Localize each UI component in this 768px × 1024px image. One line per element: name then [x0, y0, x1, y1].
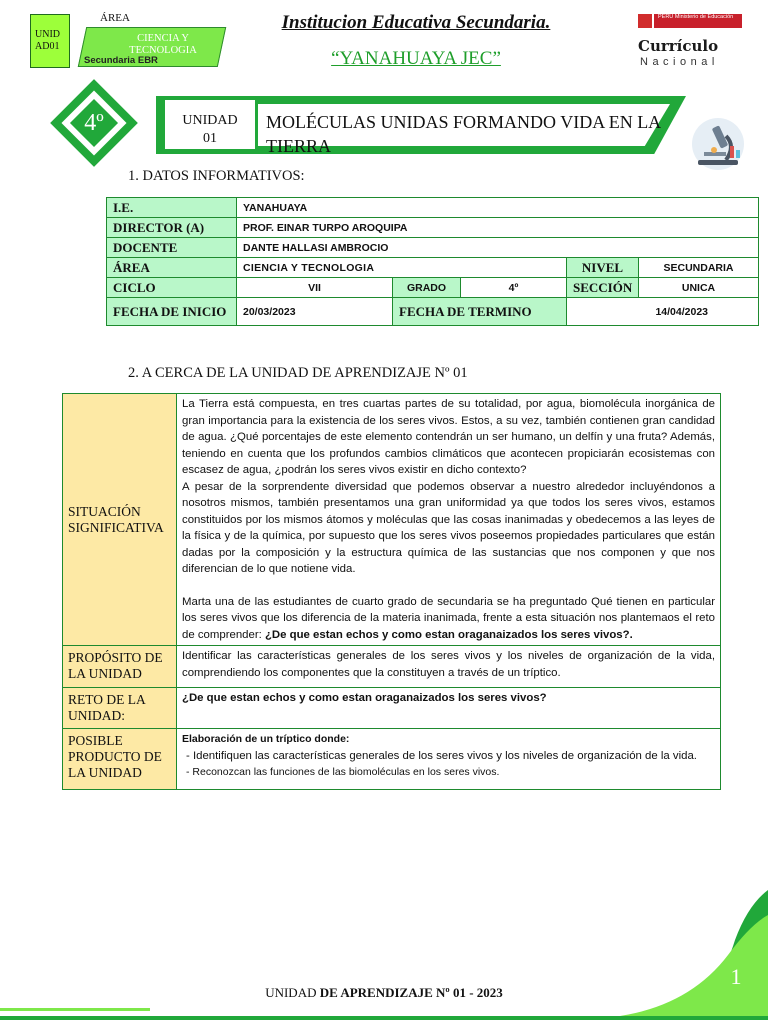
footer-prefix: UNIDAD — [265, 985, 320, 1000]
situacion-paragraph-3-text: Marta una de las estudiantes de cuarto grado de secundaria se ha preguntado Qué tienen en particular los seres vivos que los diferencia de la materia inanimada, frente a esta situación nos plantemaos el reto de comprender: — [182, 595, 715, 641]
logo-title: Currículo — [638, 37, 719, 55]
area-row-label: ÁREA — [107, 258, 237, 278]
section-datos-heading: 1. DATOS INFORMATIVOS: — [128, 168, 305, 184]
section-unidad-heading: 2. A CERCA DE LA UNIDAD DE APRENDIZAJE Nº 01 — [128, 365, 468, 381]
logo-subtitle: Nacional — [640, 56, 719, 68]
unit-tag: UNID AD01 — [30, 14, 70, 68]
area-row-value: CIENCIA Y TECNOLOGIA — [237, 258, 567, 278]
footer-bold: DE APRENDIZAJE Nº 01 - 2023 — [319, 985, 503, 1000]
producto-item: - Reconozcan las funciones de las biomoléculas en los seres vivos. — [186, 766, 500, 778]
situacion-paragraph-2: A pesar de la sorprendente diversidad que podemos observar a nuestro alrededor incluyéndonos a nosotros mismos, también presentamos una gran uniformidad ya que todos los seres vivos, estamos constituidos por los mismos átomos y moléculas que las cosas inanimadas y obedecemos a las leyes de la física y de la química, por supuesto que los seres vivos poseemos propiedades particulares que están dadas por la composición y la estructura química de las sustancias que nos componen y que nos diferencian de lo que notiene vida. — [182, 480, 715, 575]
area-value: CIENCIA Y TECNOLOGIA — [129, 33, 197, 56]
inicio-label: FECHA DE INICIO — [107, 298, 237, 326]
reto-label: RETO DE LA UNIDAD: — [63, 688, 177, 729]
ie-value: YANAHUAYA — [237, 198, 759, 218]
unit-title: MOLÉCULAS UNIDAS FORMANDO VIDA EN LA TIERRA — [266, 112, 661, 156]
grado-label: GRADO — [393, 278, 461, 298]
situacion-question: ¿De que estan echos y como estan oraganaizados los seres vivos?. — [264, 628, 633, 641]
ministry-label: Ministerio de Educación — [674, 14, 734, 20]
area-label: ÁREA — [100, 12, 130, 24]
unit-label: UNIDAD — [182, 113, 238, 128]
page-number: 1 — [730, 964, 742, 989]
level-text: Secundaria EBR — [84, 55, 158, 66]
inicio-value: 20/03/2023 — [237, 298, 393, 326]
situacion-label: SITUACIÓN SIGNIFICATIVA — [63, 394, 177, 646]
grado-value: 4º — [461, 278, 567, 298]
school-name: “YANAHUAYA JEC” — [331, 48, 501, 69]
producto-heading: Elaboración de un tríptico donde: — [182, 733, 350, 745]
producto-label: POSIBLE PRODUCTO DE LA UNIDAD — [63, 729, 177, 790]
director-label: DIRECTOR (A) — [107, 218, 237, 238]
footer-text — [0, 985, 768, 1001]
termino-label: FECHA DE TERMINO — [393, 298, 567, 326]
situacion-paragraph-1: La Tierra está compuesta, en tres cuartas partes de su totalidad, por agua, biomolécula inorgánica de gran importancia para la existencia de los seres vivos. Estos, a su vez, también contienen gran candidad de agua. ¿Qué porcentajes de este elemento contendrán un ser humano, un delfín y una fruta? Además, teniendo en cuenta que los profundos cambios climáticos que acontecen propiciarán ecosistemas con escasez de agua, ¿podrán los seres vivos existir en dicho contexto? — [182, 398, 715, 476]
docente-label: DOCENTE — [107, 238, 237, 258]
producto-item: - Identifiquen las características generales de los seres vivos y los niveles de organización de la vida. — [186, 749, 697, 762]
director-value: PROF. EINAR TURPO AROQUIPA — [237, 218, 759, 238]
seccion-value: UNICA — [639, 278, 759, 298]
unit-number: 01 — [203, 131, 217, 146]
termino-value: 14/04/2023 — [567, 298, 759, 326]
proposito-label: PROPÓSITO DE LA UNIDAD — [63, 646, 177, 688]
ie-label: I.E. — [107, 198, 237, 218]
proposito-text: Identificar las características generales de los seres vivos y los niveles de organización de la vida, comprendiendo los componentes que la constituyen a través de un tríptico. — [177, 646, 721, 688]
seccion-label: SECCIÓN — [567, 278, 639, 298]
ciclo-value: VII — [237, 278, 393, 298]
institution-title: Institucion Educativa Secundaria. — [281, 12, 551, 33]
docente-value: DANTE HALLASI AMBROCIO — [237, 238, 759, 258]
reto-text: ¿De que estan echos y como estan oraganaizados los seres vivos? — [177, 688, 721, 729]
ciclo-label: CICLO — [107, 278, 237, 298]
grade-label: 4º — [84, 110, 104, 136]
nivel-label: NIVEL — [567, 258, 639, 278]
peru-label: PERÚ — [658, 14, 674, 20]
nivel-value: SECUNDARIA — [639, 258, 759, 278]
